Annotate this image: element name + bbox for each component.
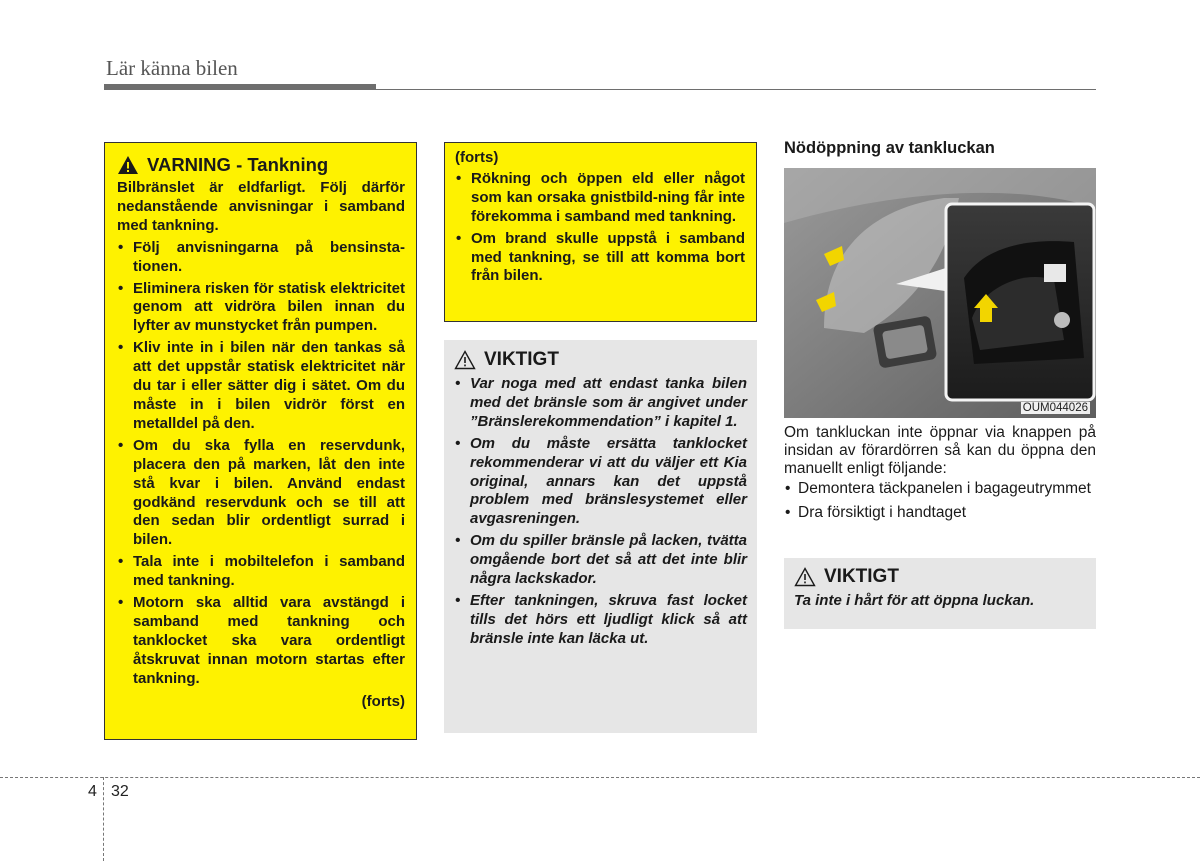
warning-title: VARNING - Tankning [147, 153, 329, 175]
warning-intro: Bilbränslet är eldfarligt. Följ därför nedanstående anvisningar i samband med tankning. [117, 179, 405, 234]
continued-label: (forts) [361, 692, 405, 710]
caution-triangle-icon [794, 567, 816, 587]
important-text: Ta inte i hårt för att öppna luckan. [794, 592, 1035, 609]
footer-rule [0, 777, 1200, 778]
header-rule-thick [104, 84, 376, 90]
important-item: • Om du spiller bränsle på lacken, tvätta omgående bort det så att det inte blir några lackskador. [454, 532, 747, 589]
important-box [444, 340, 757, 733]
warning-item: • Eliminera risken för statisk elektricitet genom att vidröra bilen innan du lyfter av munstycket från pumpen. [117, 280, 405, 337]
warning-list [117, 239, 405, 689]
continued-label: (forts) [455, 149, 499, 166]
important-list [454, 375, 747, 649]
section-item: • Demontera täckpanelen i bagageutrymmet [784, 480, 1096, 498]
important-title: VIKTIGT [824, 565, 899, 587]
warning-item: • Kliv inte in i bilen när den tankas så att det uppstår statisk elektricitet när du tar i eller sätter dig i sätet. Om du måste in i bilen vidrör först en metalldel på den. [117, 339, 405, 434]
warning-item: • Tala inte i mobiltelefon i samband med tankning. [117, 553, 405, 591]
warning-triangle-icon [117, 155, 139, 175]
warning-item: • Rökning och öppen eld eller något som kan orsaka gnistbild-ning får inte förekomma i samband med tankning. [455, 170, 745, 227]
important-box-2 [784, 558, 1096, 629]
footer-divider [103, 777, 104, 861]
warning-item: • Om brand skulle uppstå i samband med tankning, se till att komma bort från bilen. [455, 230, 745, 287]
warning-item: • Följ anvisningarna på bensinsta-tionen. [117, 239, 405, 277]
page-header-title: Lär känna bilen [106, 56, 238, 80]
important-heading [454, 350, 747, 370]
important-title: VIKTIGT [484, 348, 559, 370]
important-item: • Efter tankningen, skruva fast locket tills det hörs ett ljudligt klick så att bränsle inte kan läcka ut. [454, 592, 747, 649]
fuel-door-photo [784, 168, 1096, 418]
warning-item: • Om du ska fylla en reservdunk, placera den på marken, låt den inte stå kvar i bilen. Använd endast godkänd reservdunk och se till att den sedan blir ordentligt surrad i bilen. [117, 437, 405, 550]
important-heading [794, 567, 1086, 587]
fuel-door-illustration [784, 168, 1096, 418]
chapter-number: 4 [88, 783, 97, 800]
section-item: • Dra försiktigt i handtaget [784, 504, 1096, 522]
section-body [784, 424, 1096, 522]
caution-triangle-icon [454, 350, 476, 370]
warning-continued-list [455, 170, 745, 286]
important-item: • Var noga med att endast tanka bilen med det bränsle som är angivet under ”Bränslerekommendation” i kapitel 1. [454, 375, 747, 432]
header-rule-thin [376, 89, 1096, 90]
important-item: • Om du måste ersätta tanklocket rekommenderar vi att du väljer ett Kia original, annars kan det uppstå problem med bränslesystemet eller avgasreningen. [454, 435, 747, 530]
image-caption: OUM044026 [1022, 402, 1088, 414]
warning-box [104, 142, 417, 740]
page-number: 32 [111, 783, 129, 800]
warning-continued-box [444, 142, 757, 322]
section-list [784, 480, 1096, 522]
section-paragraph: Om tankluckan inte öppnar via knappen på insidan av förardörren så kan du öppna den manuellt enligt följande: [784, 424, 1096, 477]
section-title: Nödöppning av tankluckan [784, 139, 995, 157]
warning-heading [117, 155, 405, 175]
warning-item: • Motorn ska alltid vara avstängd i samband med tankning och tanklocket ska vara ordentligt åtskruvat innan motorn startas efter tankning. [117, 594, 405, 689]
